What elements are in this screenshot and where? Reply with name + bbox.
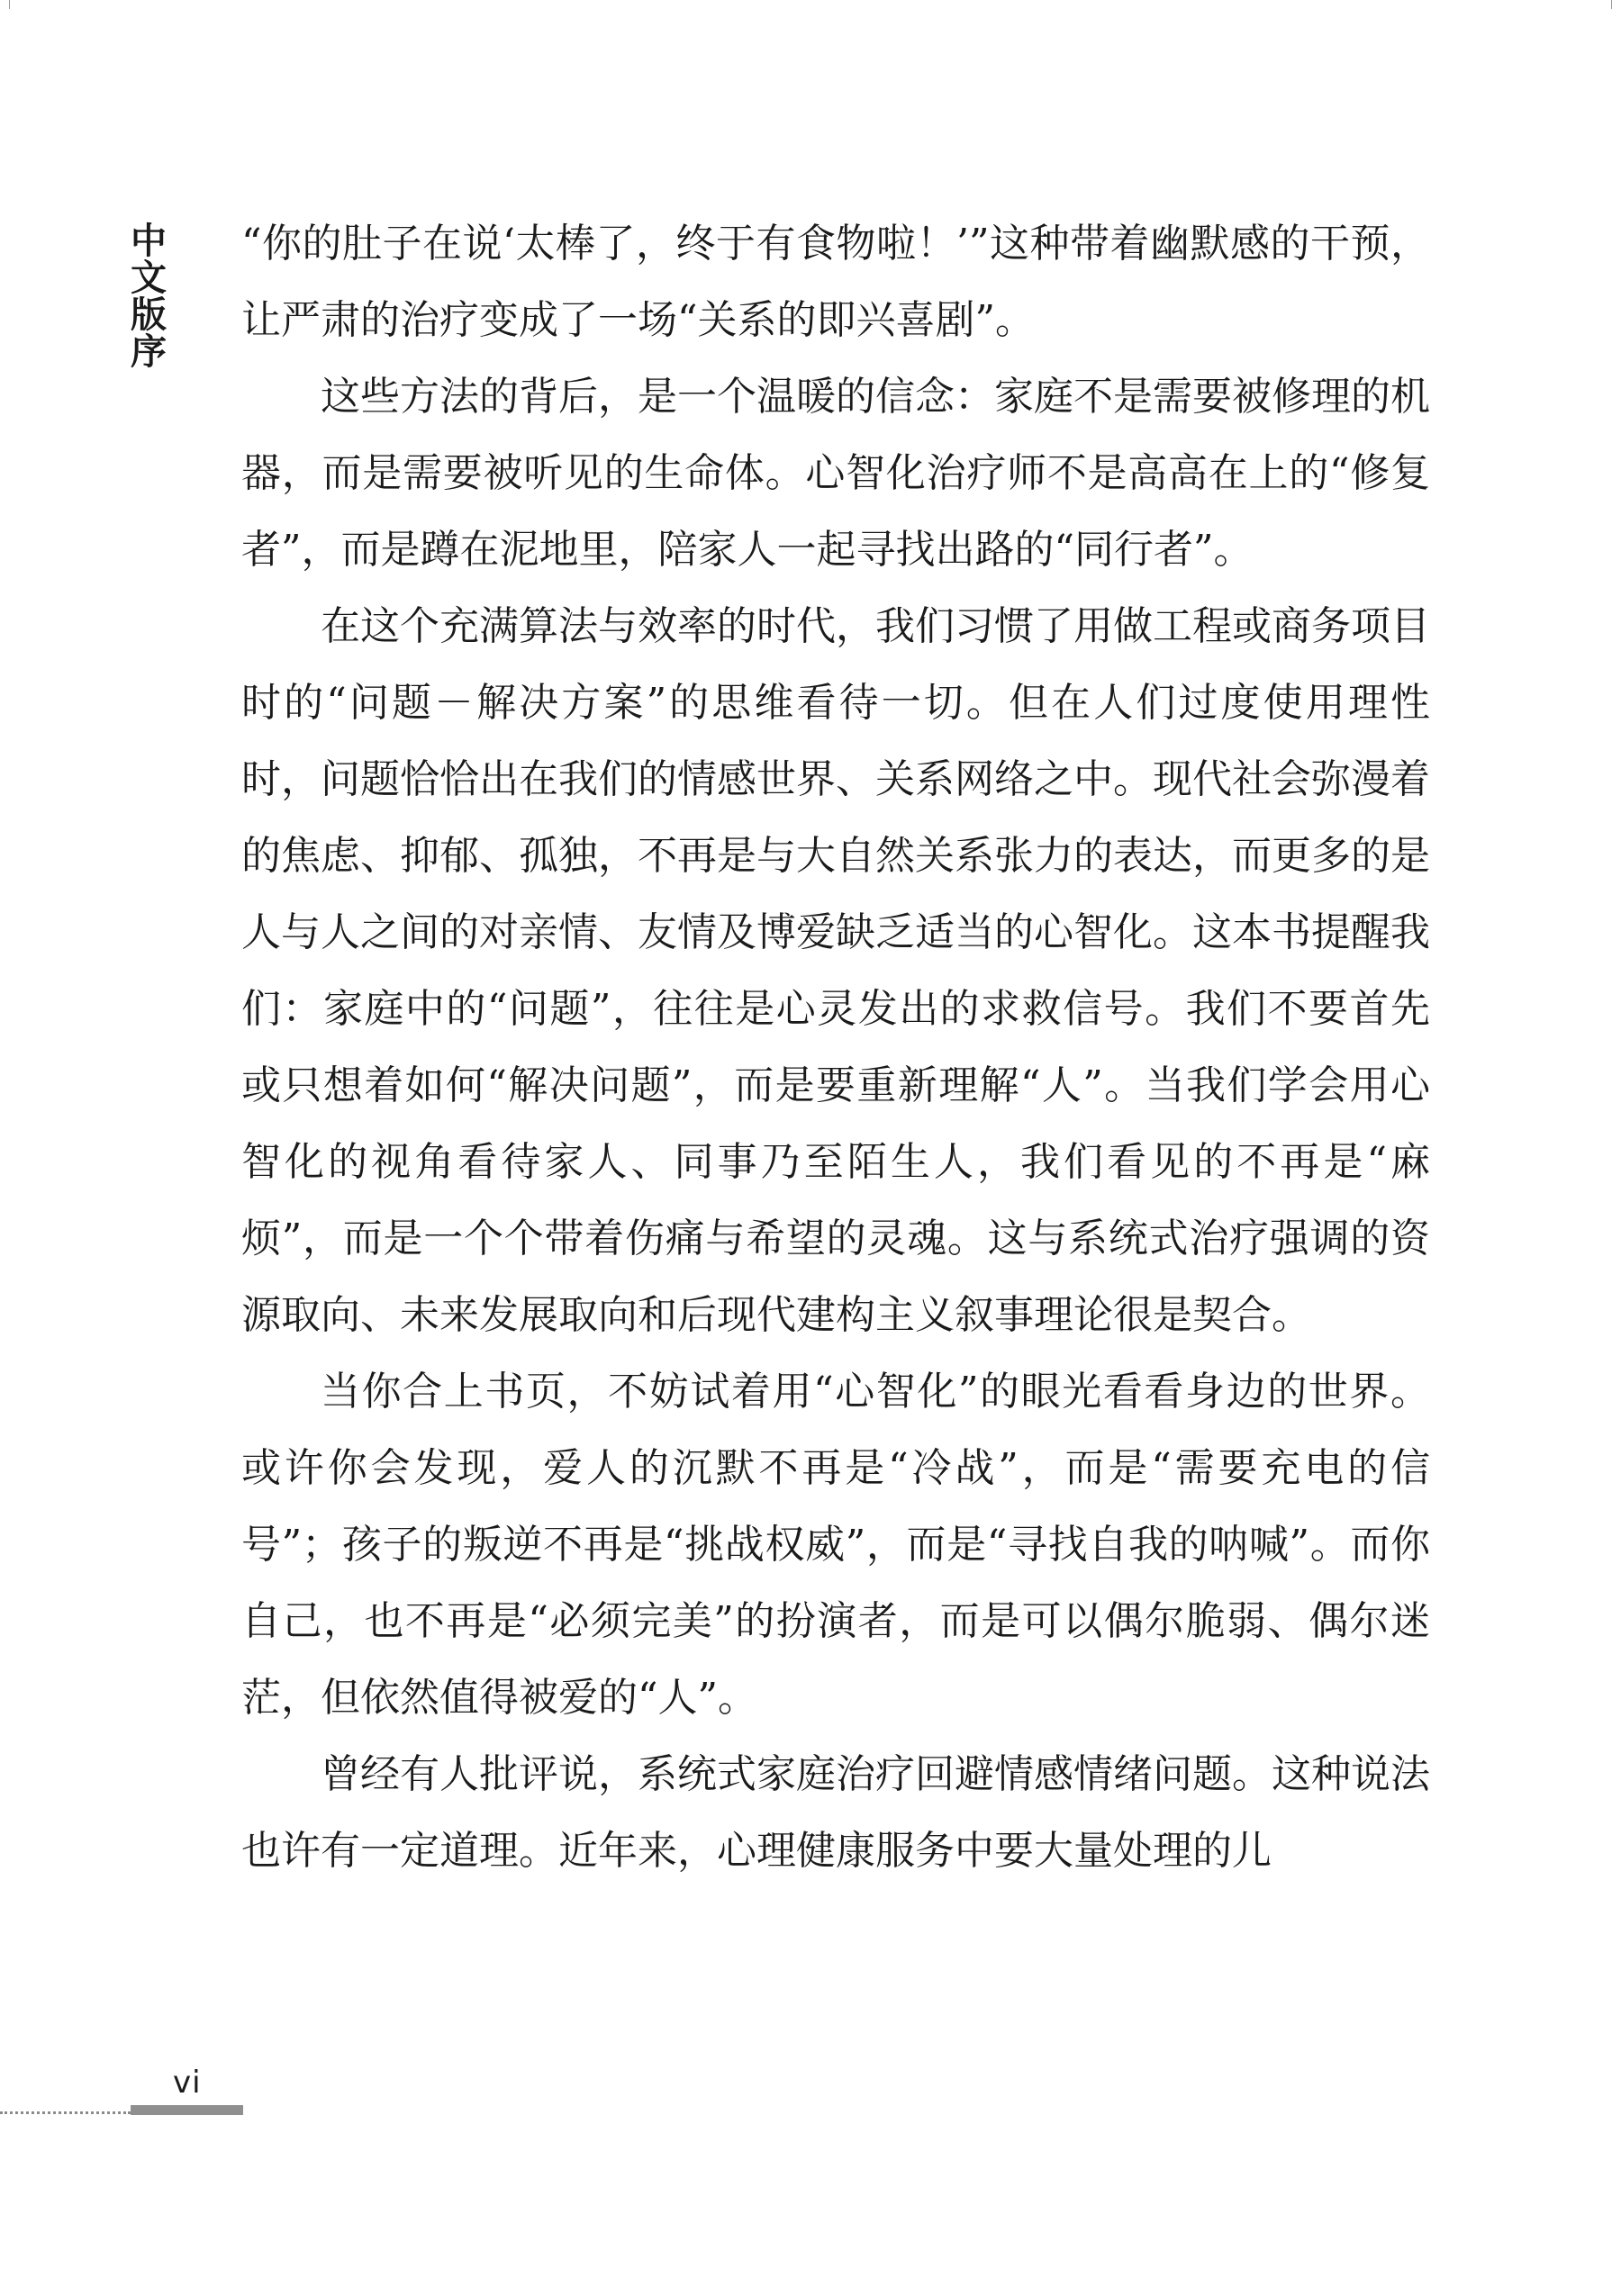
crop-mark-left (9, 0, 10, 9)
paragraph: 当你合上书页，不妨试着用“心智化”的眼光看看身边的世界。或许你会发现，爱人的沉默不再是“冷战”，而是“需要充电的信号”；孩子的叛逆不再是“挑战权威”，而是“寻找自我的呐喊”。而你自己，也不再是“必须完美”的扮演者，而是可以偶尔脆弱、偶尔迷茫，但依然值得被爱的“人”。 (241, 1369, 1430, 1721)
footer-dotted-rule (0, 2111, 131, 2114)
paragraph-continued: “你的肚子在说‘太棒了，终于有食物啦！’”这种带着幽默感的干预，让严肃的治疗变成了一场“关系的即兴喜剧”。 (241, 221, 1430, 343)
footer-bar (131, 2105, 243, 2115)
paragraph-last: 曾经有人批评说，系统式家庭治疗回避情感情绪问题。这种说法也许有一定道理。近年来，心理健康服务中要大量处理的儿 (241, 1751, 1430, 1874)
paragraph: 这些方法的背后，是一个温暖的信念：家庭不是需要被修理的机器，而是需要被听见的生命体。心智化治疗师不是高高在上的“修复者”，而是蹲在泥地里，陪家人一起寻找出路的“同行者”。 (241, 374, 1430, 573)
page-number: vi (173, 2065, 202, 2101)
paragraph: 在这个充满算法与效率的时代，我们习惯了用做工程或商务项目时的“问题－解决方案”的思维看待一切。但在人们过度使用理性时，问题恰恰出在我们的情感世界、关系网络之中。现代社会弥漫着的焦虑、抑郁、孤独，不再是与大自然关系张力的表达，而更多的是人与人之间的对亲情、友情及博爱缺乏适当的心智化。这本书提醒我们：家庭中的“问题”，往往是心灵发出的求救信号。我们不要首先或只想着如何“解决问题”，而是要重新理解“人”。当我们学会用心智化的视角看待家人、同事乃至陌生人，我们看见的不再是“麻烦”，而是一个个带着伤痛与希望的灵魂。这与系统式治疗强调的资源取向、未来发展取向和后现代建构主义叙事理论很是契合。 (241, 603, 1430, 1338)
crop-mark-right (1611, 0, 1612, 9)
body-text (241, 205, 1430, 1889)
running-head-vertical: 中文版序 (131, 221, 167, 373)
